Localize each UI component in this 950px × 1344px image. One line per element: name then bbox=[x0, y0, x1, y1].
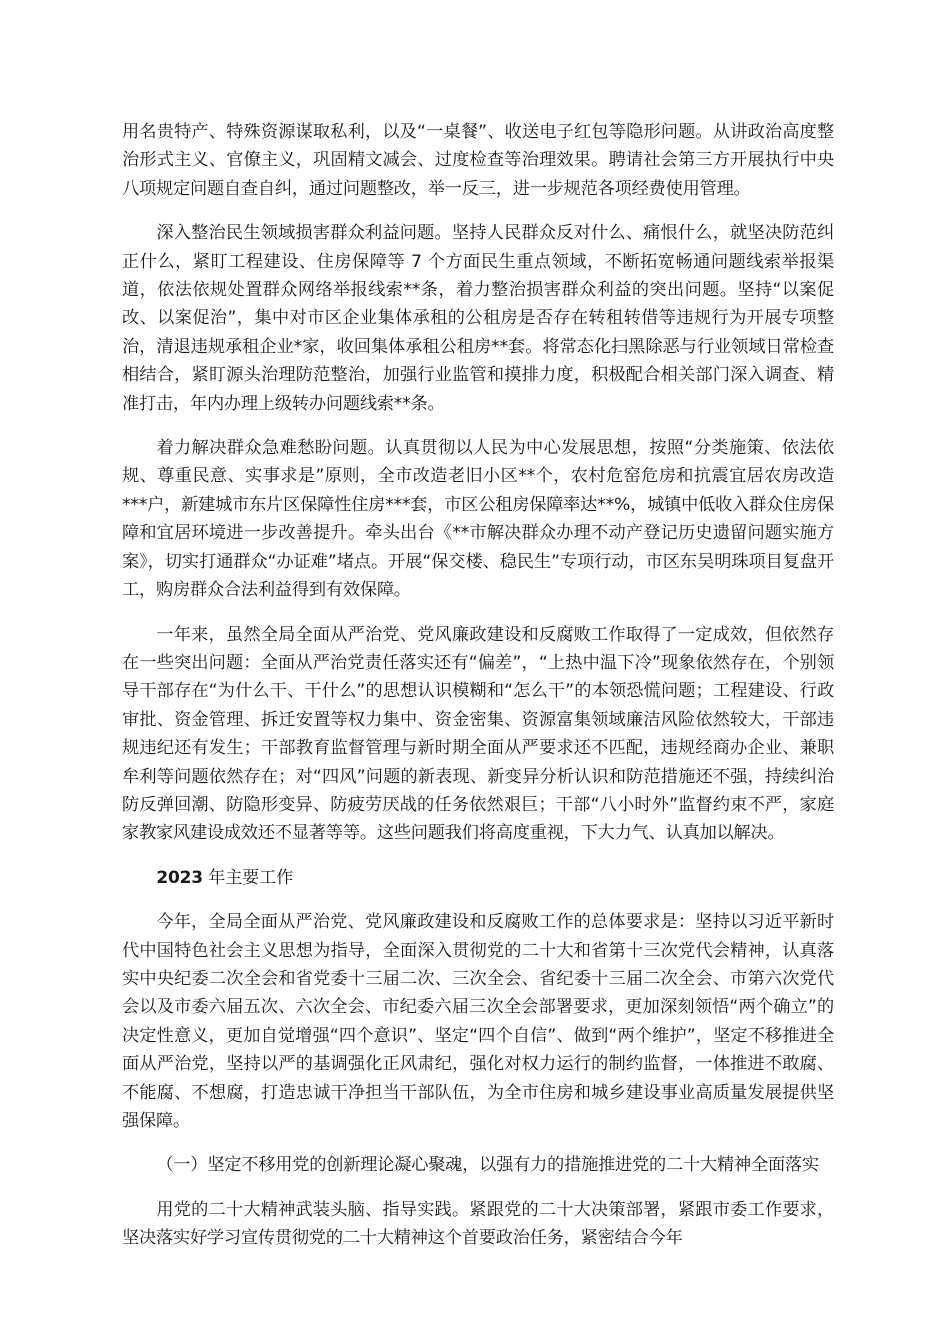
heading-year: 2023 bbox=[156, 867, 203, 888]
paragraph-housing: 着力解决群众急难愁盼问题。认真贯彻以人民为中心发展思想，按照“分类施策、依法依规、尊重民意、实事求是”原则，全市改造老旧小区**个，农村危窑危房和抗震宜居农房改造***户，新建城市东片区保障性住房***套，市区公租房保障率达**%，城镇中低收入群众住房保障和宜居环境进一步改善提升。牵头出台《**市解决群众办理不动产登记历史遗留问题实施方案》，切实打通群众“办证难”堵点。开展“保交楼、稳民生”专项行动，市区东吴明珠项目复盘开工，购房群众合法利益得到有效保障。 bbox=[122, 438, 834, 601]
paragraph-problems: 一年来，虽然全局全面从严治党、党风廉政建设和反腐败工作取得了一定成效，但依然存在一些突出问题：全面从严治党责任落实还有“偏差”，“上热中温下冷”现象依然存在，个别领导干部存在“为什么干、干什么”的思想认识模糊和“怎么干”的本领恐慌问题；工程建设、行政审批、资金管理、拆迁安置等权力集中、资金密集、资源富集领域廉洁风险依然较大，干部违规违纪还有发生；干部教育监督管理与新时期全面从严要求还不匹配，违规经商办企业、兼职牟利等问题依然存在；对“四风”问题的新表现、新变异分析认识和防范措施还不强，持续纠治防反弹回潮、防隐形变异、防疲劳厌战的任务依然艰巨；干部“八小时外”监督约束不严，家庭家教家风建设成效还不显著等等。这些问题我们将高度重视，下大力气、认真加以解决。 bbox=[122, 624, 834, 844]
paragraph-livelihood: 深入整治民生领域损害群众利益问题。坚持人民群众反对什么、痛恨什么，就坚决防范纠正什么，紧盯工程建设、住房保障等 7 个方面民生重点领域，不断拓宽畅通问题线索举报渠道，依法依规处置群众网络举报线索**条，着力整治损害群众利益的突出问题。坚持“以案促改、以案促治”，集中对市区企业集体承租的公租房是否存在转租转借等违规行为开展专项整治，清退违规承租企业*家，收回集体承租公租房**套。将常态化扫黑除恶与行业领域日常检查相结合，紧盯源头治理防范整治，加强行业监管和摸排力度，积极配合相关部门深入调查、精准打击，年内办理上级转办问题线索**条。 bbox=[122, 223, 834, 414]
paragraph-study: 用党的二十大精神武装头脑、指导实践。紧跟党的二十大决策部署，紧跟市委工作要求，坚决落实好学习宣传贯彻党的二十大精神这个首要政治任务，紧密结合今年 bbox=[122, 1199, 834, 1249]
document-page bbox=[122, 118, 834, 1269]
section-heading bbox=[122, 864, 834, 892]
heading-text: 年主要工作 bbox=[202, 867, 294, 888]
paragraph-overall-requirements: 今年，全局全面从严治党、党风廉政建设和反腐败工作的总体要求是：坚持以习近平新时代中国特色社会主义思想为指导，全面深入贯彻党的二十大和省第十三次党代会精神，认真落实中央纪委二次全会和省党委十三届二次、三次全会、省纪委十三届二次全会、市第六次党代会以及市委六届五次、六次全会、市纪委六届三次全会部署要求，更加深刻领悟“两个确立”的决定性意义，更加自觉增强“四个意识”、坚定“四个自信”、做到“两个维护”，坚定不移推进全面从严治党，坚持以严的基调强化正风肃纪，强化对权力运行的制约监督，一体推进不敢腐、不能腐、不想腐，打造忠诚干净担当干部队伍，为全市住房和城乡建设事业高质量发展提供坚强保障。 bbox=[122, 912, 834, 1131]
paragraph-continuation: 用名贵特产、特殊资源谋取私利，以及“一桌餐”、收送电子红包等隐形问题。从讲政治高度整治形式主义、官僚主义，巩固精文减会、过度检查等治理效果。聘请社会第三方开展执行中央八项规定问题自查自纠，通过问题整改，举一反三，进一步规范各项经费使用管理。 bbox=[122, 122, 834, 199]
subheading-one: （一）坚定不移用党的创新理论凝心聚魂，以强有力的措施推进党的二十大精神全面落实 bbox=[156, 1155, 819, 1176]
